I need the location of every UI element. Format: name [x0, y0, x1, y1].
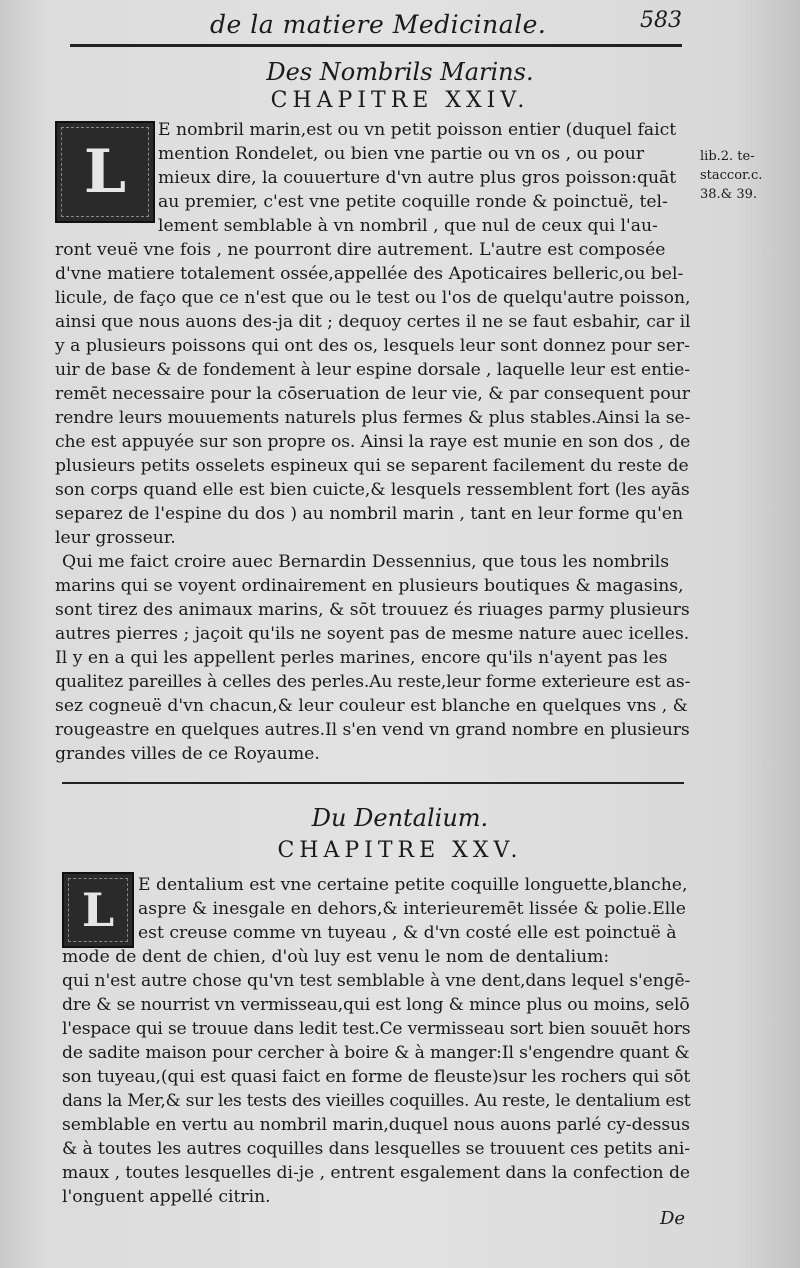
text-line: l'onguent appellé citrin.	[62, 1187, 271, 1207]
header-rule	[70, 44, 682, 47]
text-line: Il y en a qui les appellent perles marines, encore qu'ils n'ayent pas les	[55, 648, 668, 668]
text-line: qualitez pareilles à celles des perles.Au reste,leur forme exterieure est as-	[55, 672, 691, 692]
text-line: l'espace qui se trouue dans ledit test.Ce vermisseau sort bien souuēt hors	[62, 1019, 691, 1039]
section-title-dentalium: Du Dentalium.	[311, 804, 489, 832]
text-line: est creuse comme vn tuyeau , & d'vn costé elle est poinctuë à	[138, 923, 677, 943]
text-line: mention Rondelet, ou bien vne partie ou vn os , ou pour	[158, 144, 645, 164]
drop-cap-l: L	[55, 121, 155, 223]
margin-note-line: 38.& 39.	[700, 187, 758, 202]
text-line: licule, de faço que ce n'est que ou le test ou l'os de quelqu'autre poisson,	[55, 288, 691, 308]
chapter-heading-xxv: CHAPITRE XXV.	[277, 838, 523, 863]
text-line: y a plusieurs poissons qui ont des os, lesquels leur sont donnez pour ser-	[55, 336, 690, 356]
running-head	[0, 6, 800, 40]
text-line: leur grosseur.	[55, 528, 176, 548]
text-line: lement semblable à vn nombril , que nul de ceux qui l'au-	[158, 216, 658, 236]
text-line: marins qui se voyent ordinairement en plusieurs boutiques & magasins,	[55, 576, 684, 596]
text-line: de sadite maison pour cercher à boire & à manger:Il s'engendre quant &	[62, 1043, 690, 1063]
text-line: mieux dire, la couuerture d'vn autre plus gros poisson:quāt	[158, 168, 677, 188]
text-line: E dentalium est vne certaine petite coquille longuette,blanche,	[138, 875, 688, 895]
text-line: grandes villes de ce Royaume.	[55, 744, 320, 764]
text-line: & à toutes les autres coquilles dans lesquelles se trouuent ces petits ani-	[62, 1139, 690, 1159]
text-line: aspre & inesgale en dehors,& interieuremēt lissée & polie.Elle	[138, 899, 686, 919]
text-line: sez cogneuë d'vn chacun,& leur couleur est blanche en quelques vns , &	[55, 696, 688, 716]
margin-note-line: staccor.c.	[700, 168, 763, 183]
text-line: ront veuë vne fois , ne pourront dire autrement. L'autre est composée	[55, 240, 666, 260]
margin-note-line: lib.2. te-	[700, 149, 755, 164]
text-line: ainsi que nous auons des-ja dit ; dequoy certes il ne se faut esbahir, car il	[55, 312, 691, 332]
text-line: autres pierres ; jaçoit qu'ils ne soyent pas de mesme nature auec icelles.	[55, 624, 690, 644]
catchword: De	[660, 1208, 686, 1229]
text-line: son corps quand elle est bien cuicte,& lesquels ressemblent fort (les ayās	[55, 480, 690, 500]
text-line: rendre leurs mouuements naturels plus fermes & plus stables.Ainsi la se-	[55, 408, 691, 428]
text-line: uir de base & de fondement à leur espine dorsale , laquelle leur est entie-	[55, 360, 690, 380]
chapter-heading-xxiv: CHAPITRE XXIV.	[270, 88, 530, 113]
text-line: dans la Mer,& sur les tests des vieilles coquilles. Au reste, le dentalium est	[62, 1091, 691, 1111]
text-line: son tuyeau,(qui est quasi faict en forme de fleuste)sur les rochers qui sōt	[62, 1067, 691, 1087]
text-line: remēt necessaire pour la cōseruation de leur vie, & par consequent pour	[55, 384, 691, 404]
text-line: maux , toutes lesquelles di-je , entrent esgalement dans la confection de	[62, 1163, 691, 1183]
text-line: separez de l'espine du dos ) au nombril marin , tant en leur forme qu'en	[55, 504, 684, 524]
text-line: sont tirez des animaux marins, & sōt trouuez és riuages parmy plusieurs	[55, 600, 690, 620]
text-line: E nombril marin,est ou vn petit poisson entier (duquel faict	[158, 120, 677, 140]
section-title-nombrils: Des Nombrils Marins.	[266, 58, 534, 86]
text-line: rougeastre en quelques autres.Il s'en vend vn grand nombre en plusieurs	[55, 720, 690, 740]
text-line: plusieurs petits osselets espineux qui se separent facilement du reste de	[55, 456, 689, 476]
text-line: mode de dent de chien, d'où luy est venu le nom de dentalium:	[62, 947, 610, 967]
text-line: Qui me faict croire auec Bernardin Dessennius, que tous les nombrils	[62, 552, 670, 572]
text-line: dre & se nourrist vn vermisseau,qui est long & mince plus ou moins, selō	[62, 995, 690, 1015]
text-line: semblable en vertu au nombril marin,duquel nous auons parlé cy-dessus	[62, 1115, 690, 1135]
text-line: au premier, c'est vne petite coquille ronde & poinctuë, tel-	[158, 192, 668, 212]
page-number: 583	[640, 8, 682, 33]
text-line: d'vne matiere totalement ossée,appellée des Apoticaires belleric,ou bel-	[55, 264, 684, 284]
drop-cap-l: L	[62, 872, 134, 948]
section-divider	[62, 782, 684, 784]
text-line: che est appuyée sur son propre os. Ainsi la raye est munie en son dos , de	[55, 432, 691, 452]
text-line: qui n'est autre chose qu'vn test semblable à vne dent,dans lequel s'engē-	[62, 971, 691, 991]
running-title: de la matiere Medicinale.	[210, 10, 547, 39]
